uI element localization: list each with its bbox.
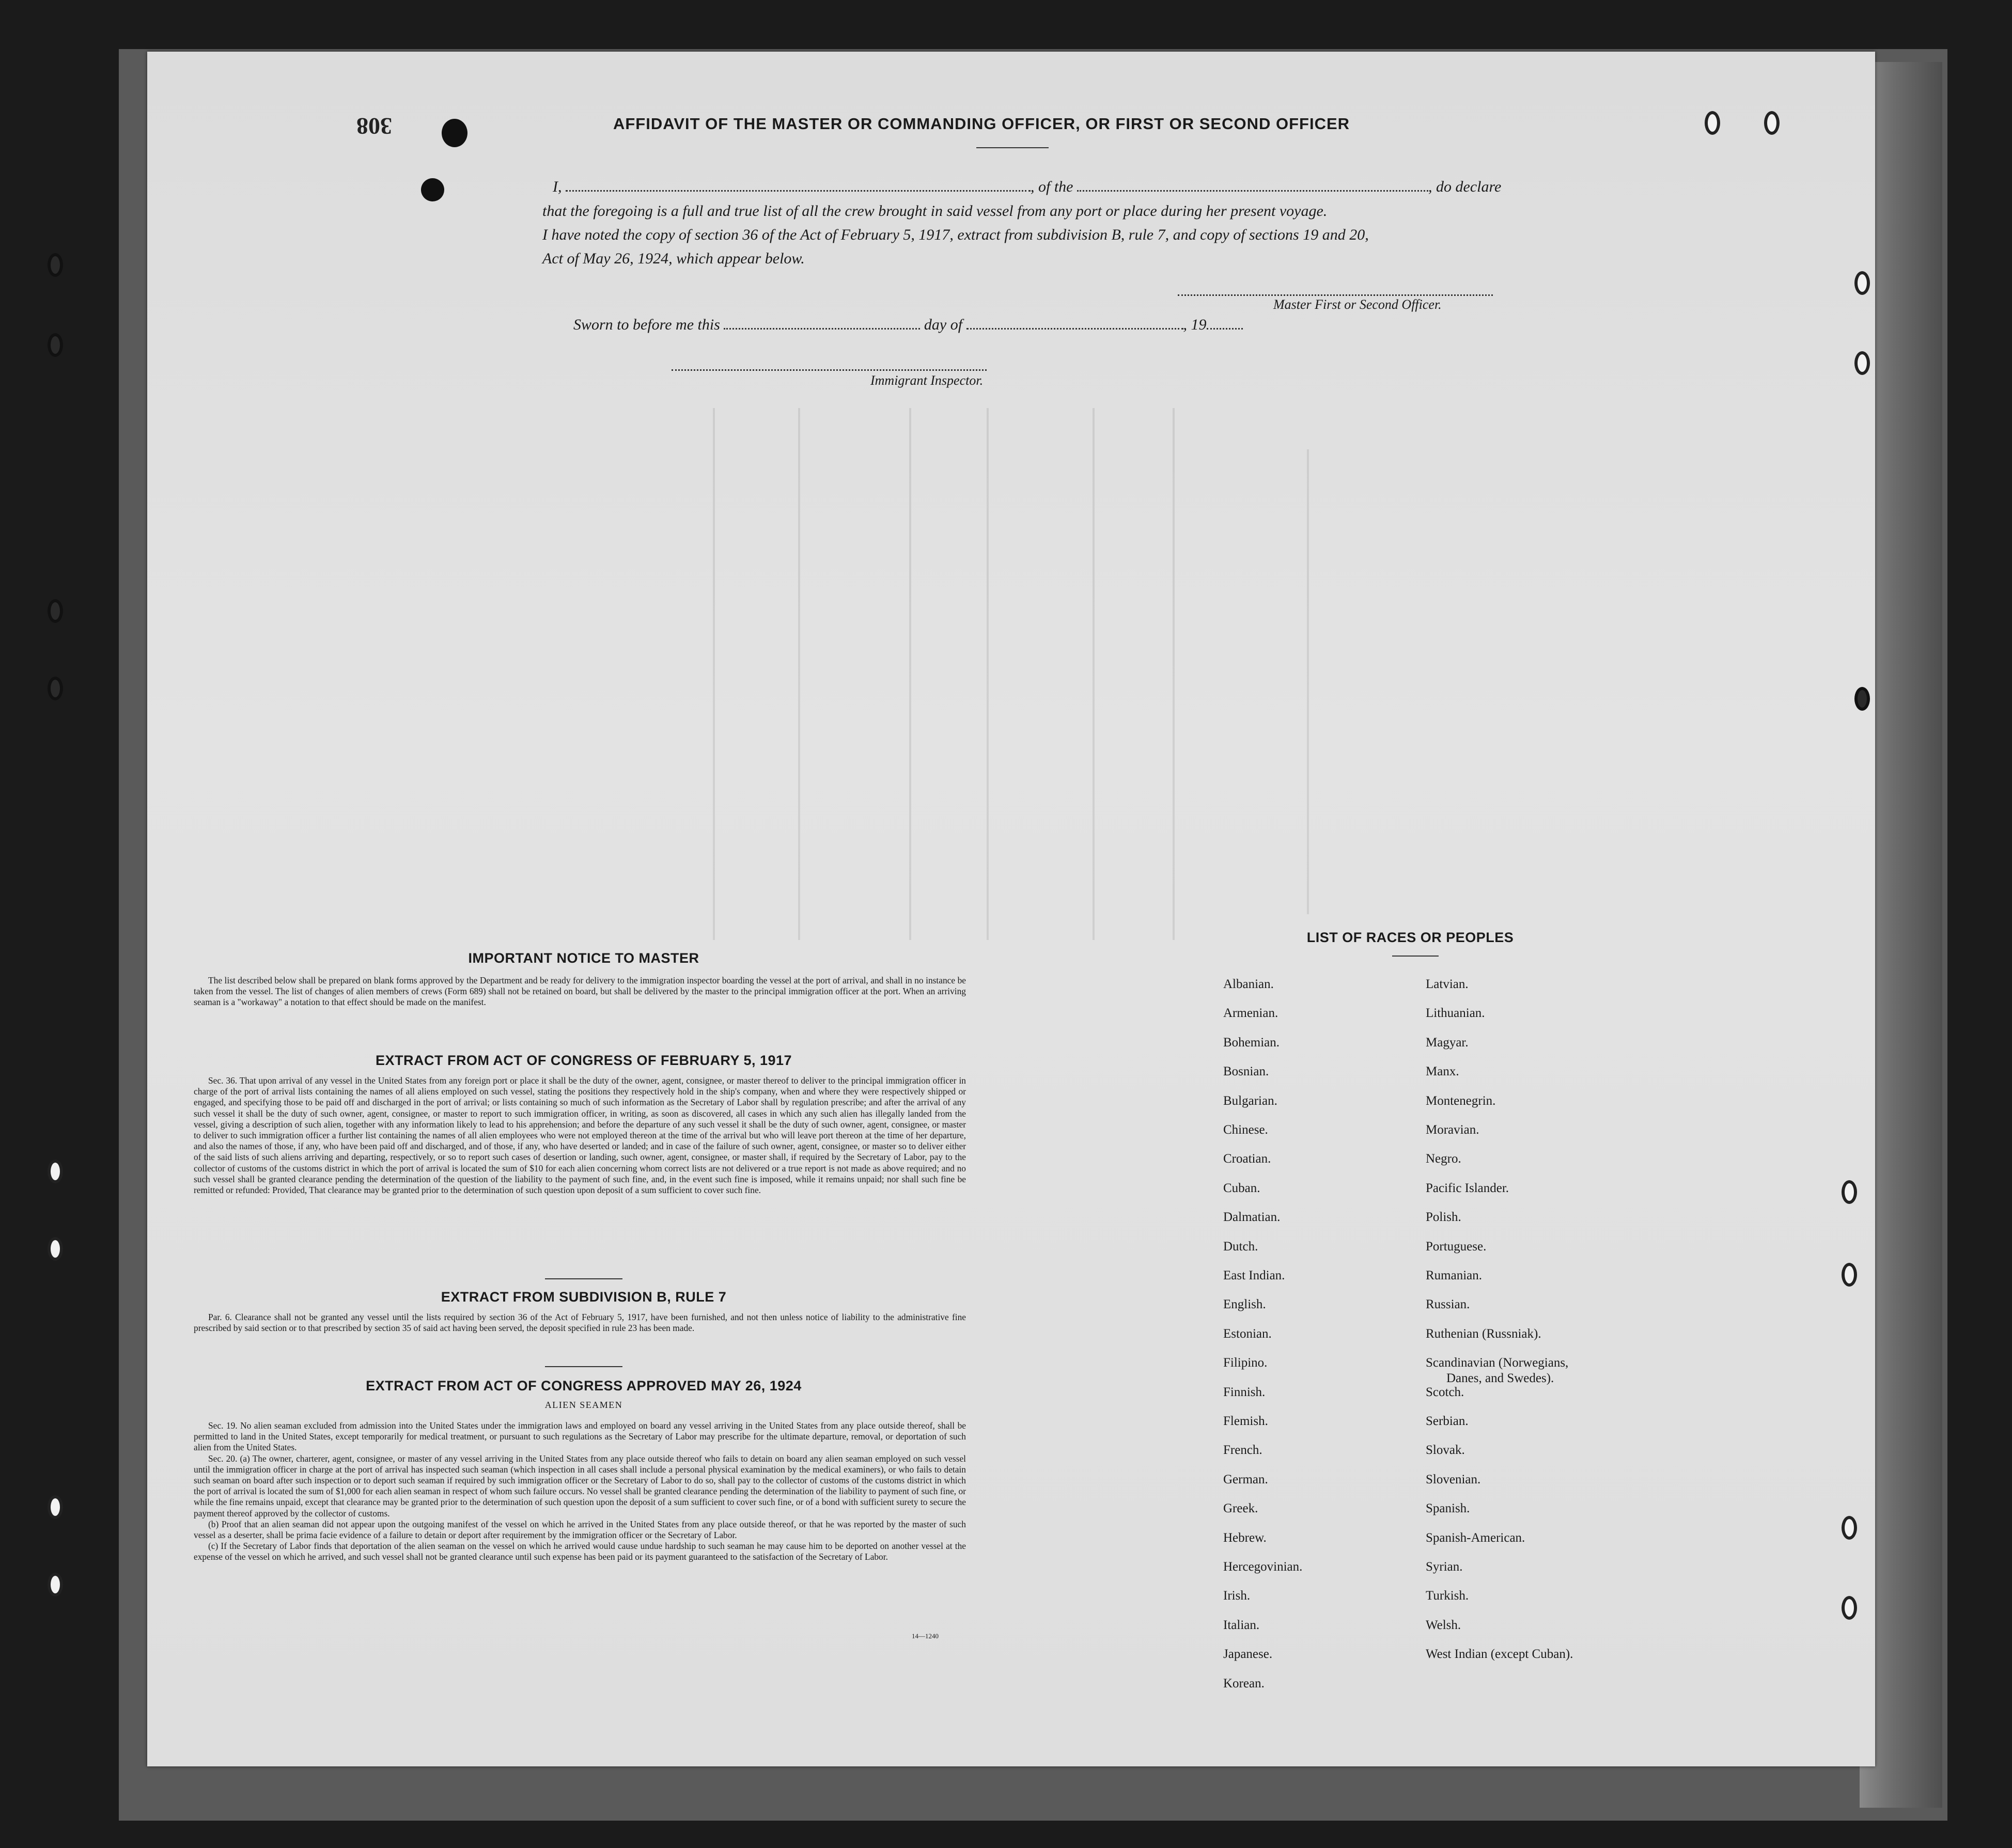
race-item: Bohemian. [1223, 1035, 1280, 1050]
race-item: East Indian. [1223, 1268, 1285, 1282]
race-item: Bosnian. [1223, 1064, 1269, 1079]
race-item: Scandinavian (Norwegians, [1426, 1356, 1569, 1370]
notice-title: IMPORTANT NOTICE TO MASTER [468, 950, 699, 966]
inspector-signature-line[interactable] [672, 369, 987, 371]
binder-hole [1854, 271, 1870, 295]
section-20b-paragraph: (b) Proof that an alien seaman did not appear upon the outgoing manifest of the vessel on which he arrived in the United States from any place outside thereof, or that he was reported by the master of such vessel as a deserter, shall be prima facie evidence of a failure to detain or deport after requirement by the immigration officer or the Secretary of Labor. [194, 1518, 966, 1541]
race-item: Polish. [1426, 1210, 1461, 1225]
race-item: Lithuanian. [1426, 1006, 1485, 1021]
binder-hole [1764, 111, 1780, 135]
title-rule [976, 147, 1049, 148]
inspector-caption: Immigrant Inspector. [870, 373, 984, 388]
declarant-name-field[interactable] [566, 187, 1031, 192]
race-item: Negro. [1426, 1152, 1461, 1166]
notice-paragraph: The list described below shall be prepared on blank forms approved by the Department and be ready for delivery to the immigration inspector boarding the vessel at the port of arrival, and shall in no instance be taken from the vessel. The list of changes of alien members of crews (Form 689) shall not be retained on board, but shall be delivered by the master to the principal immigration officer at the port. When an arriving seaman is a "workaway" a notation to that effect should be made on the manifest. [194, 975, 966, 1008]
race-item: Japanese. [1223, 1647, 1273, 1662]
race-item: Korean. [1223, 1676, 1265, 1690]
section-rule [545, 1278, 622, 1279]
affidavit-line-3: I have noted the copy of section 36 of the Act of February 5, 1917, extract from subdivision B, rule 7, and copy of sections 19 and 20, [542, 226, 1369, 243]
race-item: French. [1223, 1443, 1262, 1458]
binder-hole [48, 1237, 63, 1261]
binder-hole [48, 1160, 63, 1183]
section-19-paragraph: Sec. 19. No alien seaman excluded from admission into the United States under the immigration laws and employed on board any vessel arriving in the United States from any place outside thereof, shall be permitted to land in the United States, except temporarily for medical treatment, or pursuant to such regulations as the Secretary of Labor may prescribe for the ultimate departure, removal, or deportation of such alien from the United States. [194, 1420, 966, 1453]
race-item: Manx. [1426, 1064, 1459, 1079]
affidavit-line-4: Act of May 26, 1924, which appear below. [542, 250, 805, 267]
master-caption: Master First or Second Officer. [1273, 297, 1442, 312]
binder-hole [48, 1495, 63, 1519]
bleed-through-line [1307, 449, 1309, 914]
extract-1917-title: EXTRACT FROM ACT OF CONGRESS OF FEBRUARY 5, 1917 [375, 1053, 792, 1068]
race-item: Slovak. [1426, 1443, 1465, 1458]
section-20c-paragraph: (c) If the Secretary of Labor finds that deportation of the alien seaman on the vessel on which he arrived would cause undue hardship to such seaman he may cause him to be deported on another vessel at the expense of the vessel on which he arrived, and such vessel shall not be granted clearance until such expense has been paid or its payment guaranteed to the satisfaction of the Secretary of Labor. [194, 1541, 966, 1562]
extract-1924-text [194, 1420, 966, 1563]
races-title-rule [1392, 956, 1439, 957]
race-item: Rumanian. [1426, 1268, 1483, 1282]
binder-hole [1842, 1263, 1857, 1287]
race-item: Armenian. [1223, 1006, 1278, 1021]
affidavit-title: AFFIDAVIT OF THE MASTER OR COMMANDING OFFICER, OR FIRST OR SECOND OFFICER [613, 115, 1350, 133]
race-item: Spanish-American. [1426, 1530, 1525, 1545]
race-item: Pacific Islander. [1426, 1181, 1509, 1195]
races-title: LIST OF RACES OR PEOPLES [1306, 930, 1514, 945]
par-6-paragraph: Par. 6. Clearance shall not be granted any vessel until the lists required by section 36 of the Act of February 5, 1917, have been furnished, and not then unless notice of liability to the administrative fine prescribed by said section or to that prescribed by section 35 of said act having been served, the deposit specified in rule 23 has been made. [194, 1312, 966, 1334]
section-20a-paragraph: Sec. 20. (a) The owner, charterer, agent, consignee, or master of any vessel arriving in the United States from any place outside thereof who fails to detain on board any alien seaman employed on such vessel until the immigration officer in charge at the port of arrival has inspected such seaman (which inspection in all cases shall include a personal physical examination by the medical examiners), or who fails to detain such seaman on board after such inspection or to deport such seaman if required by such immigration officer or the Secretary of Labor to do so, shall pay to the collector of customs of the customs district in which the port of arrival is located the sum of $1,000 for each alien seaman in respect of whom such failure occurs. No vessel shall be granted clearance pending the determination of the liability to payment of such fine, or while the fine remains unpaid, except that clearance may be granted prior to the determination of such question upon the deposit of a sum sufficient to cover such fine, or of a bond with sufficient surety to secure the payment thereof approved by the collector of customs. [194, 1453, 966, 1518]
race-item: Montenegrin. [1426, 1093, 1496, 1108]
vessel-name-field[interactable] [1077, 187, 1428, 192]
race-item: Hebrew. [1223, 1530, 1267, 1545]
race-item: Estonian. [1223, 1326, 1272, 1341]
bleed-through-line [713, 408, 715, 940]
race-item: Portuguese. [1426, 1239, 1487, 1254]
binder-hole [1854, 687, 1870, 711]
extract-1917-text [194, 1075, 966, 1196]
form-code: 14—1240 [912, 1632, 939, 1640]
race-item: Magyar. [1426, 1035, 1469, 1050]
alien-seamen-subtitle: ALIEN SEAMEN [544, 1400, 623, 1410]
race-item: Dutch. [1223, 1239, 1258, 1254]
race-item: Welsh. [1426, 1618, 1461, 1632]
race-item: Flemish. [1223, 1414, 1268, 1428]
bleed-through-line [1173, 408, 1175, 940]
race-item: Bulgarian. [1223, 1093, 1277, 1108]
binder-hole [1854, 351, 1870, 375]
binder-hole [48, 599, 63, 623]
affidavit-line-1 [553, 178, 1501, 196]
sworn-line [573, 316, 1243, 334]
section-36-paragraph: Sec. 36. That upon arrival of any vessel in the United States from any foreign port or place it shall be the duty of the owner, agent, consignee, or master thereof to deliver to the principal immigration officer in charge of the port of arrival lists containing the names of all aliens employed on such vessel, stating the positions they respectively hold in the ship's company, when and where they were respectively shipped or engaged, and specifying those to be paid off and discharged in the port of arrival; or lists containing so much of such information as the Secretary of Labor shall by regulation prescribe; and after the arrival of any such vessel it shall be the duty of such owner, agent, consignee, or master to report to such immigration officer, in writing, as soon as discovered, all cases in which any such alien has illegally landed from the vessel, giving a description of such alien, together with any information likely to lead to his apprehension; and before the departure of any such vessel it shall be the duty of such owner, agent, consignee, or master to deliver to such immigration officer a further list containing the names of all alien employees who were not employed thereon at the time of the arrival but who will leave port thereon at the time of her departure, and also the names of those, if any, who have been paid off and discharged, and of those, if any, who have deserted or landed; and in case of the failure of such owner, agent, consignee, or master so to deliver either of the said lists of such aliens arriving and departing, respectively, or so to report such cases of desertion or landing, such owner, agent, consignee, or master shall, if required by the Secretary of Labor, pay to the collector of customs of the customs district in which the port of arrival is located the sum of $10 for each alien concerning whom correct lists are not delivered or a true report is not made as above required; and no such vessel shall be granted clearance pending the determination of the question of the liability to the payment of such fine, and, in the event such fine is imposed, while it remains unpaid; nor shall such fine be remitted or refunded: Provided, That clearance may be granted prior to the determination of such question upon deposit of a sum sufficient to cover such fine. [194, 1075, 966, 1196]
extract-rule7-text [194, 1312, 966, 1334]
sworn-year-field[interactable] [1207, 325, 1243, 330]
race-item: Slovenian. [1426, 1472, 1481, 1486]
race-item: Moravian. [1426, 1123, 1479, 1137]
race-item: Albanian. [1223, 977, 1274, 991]
sworn-label: Sworn to before me this [573, 316, 720, 333]
race-item: Ruthenian (Russniak). [1426, 1326, 1541, 1341]
race-item: Spanish. [1426, 1501, 1470, 1516]
race-item: Cuban. [1223, 1181, 1260, 1195]
sworn-month-field[interactable] [966, 325, 1183, 330]
extract-1924-title: EXTRACT FROM ACT OF CONGRESS APPROVED MAY 26, 1924 [366, 1378, 802, 1393]
race-item: Irish. [1223, 1589, 1251, 1603]
do-declare-label: , do declare [1428, 178, 1502, 195]
binder-hole [48, 333, 63, 357]
declarant-prefix: I, [553, 178, 562, 195]
ink-blot [421, 178, 444, 201]
binder-hole [1842, 1516, 1857, 1540]
bleed-through-line [798, 408, 800, 940]
of-the-label: , of the [1031, 178, 1073, 195]
ink-blot [442, 119, 467, 147]
stamp-number: 308 [356, 113, 392, 139]
extract-rule7-title: EXTRACT FROM SUBDIVISION B, RULE 7 [441, 1289, 727, 1305]
binder-hole [1842, 1596, 1857, 1620]
notice-text [194, 975, 966, 1008]
race-item: Russian. [1426, 1297, 1470, 1312]
race-item: Finnish. [1223, 1385, 1266, 1399]
race-item: Greek. [1223, 1501, 1258, 1516]
sworn-day-field[interactable] [724, 325, 920, 330]
race-item: Scotch. [1426, 1385, 1464, 1399]
race-item: Turkish. [1426, 1589, 1469, 1603]
race-item: Serbian. [1426, 1414, 1469, 1428]
race-item: West Indian (except Cuban). [1426, 1647, 1573, 1662]
affidavit-line-2: that the foregoing is a full and true list of all the crew brought in said vessel from any port or place during her present voyage. [542, 202, 1328, 220]
race-item: English. [1223, 1297, 1266, 1312]
race-item: Danes, and Swedes). [1446, 1371, 1554, 1386]
master-signature-line[interactable] [1178, 294, 1493, 296]
binder-hole [48, 1573, 63, 1596]
race-item: Croatian. [1223, 1152, 1271, 1166]
race-item: German. [1223, 1472, 1268, 1486]
race-item: Syrian. [1426, 1560, 1463, 1574]
race-item: Filipino. [1223, 1356, 1268, 1370]
binder-hole [48, 253, 63, 277]
day-of-label: day of [924, 316, 963, 333]
bleed-through-line [1093, 408, 1095, 940]
binder-hole [1705, 111, 1720, 135]
binder-hole [1842, 1180, 1857, 1204]
year-prefix: , 19 [1183, 316, 1207, 333]
race-item: Hercegovinian. [1223, 1560, 1303, 1574]
binder-hole [48, 677, 63, 700]
bleed-through-line [987, 408, 989, 940]
section-rule [545, 1366, 622, 1367]
race-item: Latvian. [1426, 977, 1469, 991]
race-item: Italian. [1223, 1618, 1260, 1632]
race-item: Chinese. [1223, 1123, 1268, 1137]
race-item: Dalmatian. [1223, 1210, 1281, 1225]
bleed-through-line [909, 408, 911, 940]
